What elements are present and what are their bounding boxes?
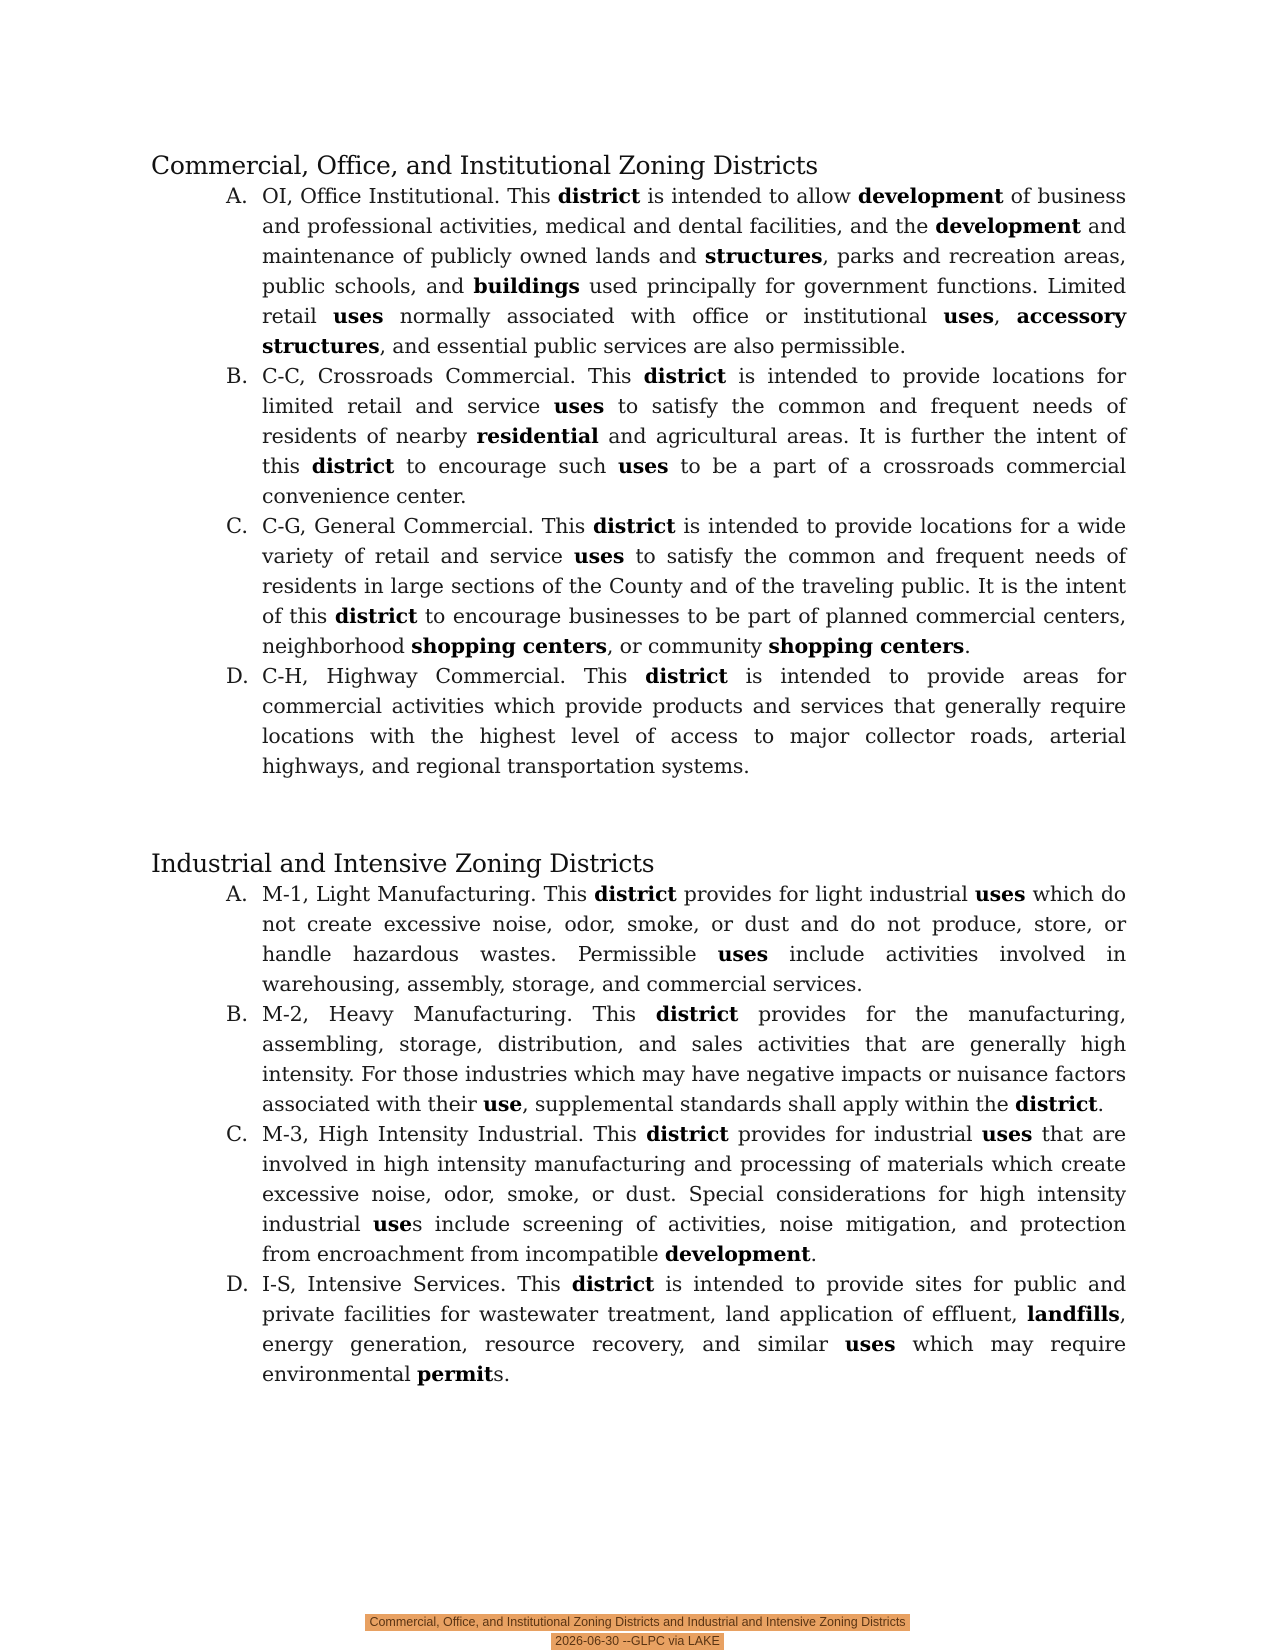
list-item: [151, 999, 1126, 1119]
text-run: I-S, Intensive Services. This: [262, 1272, 572, 1296]
defined-term: district: [646, 1122, 729, 1146]
text-run: and maintenance of publicly owned lands and: [262, 214, 1126, 268]
section-commercial-office-institutional: [151, 151, 1126, 781]
list-item: [151, 1269, 1126, 1389]
defined-term: development: [857, 184, 1004, 208]
text-run: is intended to provide locations for a wide variety of retail and service: [262, 514, 1126, 568]
section-heading: Commercial, Office, and Institutional Zoning Districts: [151, 151, 818, 180]
text-run: to satisfy the common and frequent needs of residents in large sections of the County and of the traveling public. It is the intent of this: [262, 544, 1126, 628]
footer-title: [0, 1613, 1275, 1631]
text-run: C-C, Crossroads Commercial. This: [262, 364, 644, 388]
text-run: ,: [993, 304, 1017, 328]
defined-term: uses: [573, 544, 625, 568]
item-letter: A.: [226, 882, 248, 906]
defined-term: uses: [617, 454, 669, 478]
text-run: .: [1097, 1092, 1104, 1116]
defined-term: accessory structures: [262, 304, 1126, 358]
list-item: [151, 1119, 1126, 1269]
section-heading: Industrial and Intensive Zoning Districts: [151, 849, 655, 878]
item-letter: B.: [226, 1002, 249, 1026]
defined-term: use: [372, 1212, 412, 1236]
item-letter: D.: [226, 664, 249, 688]
text-run: is intended to provide locations for limited retail and service: [262, 364, 1126, 418]
defined-term: district: [655, 1002, 739, 1026]
footer-date: [0, 1632, 1275, 1650]
defined-term: shopping centers: [768, 634, 965, 658]
defined-term: uses: [943, 304, 994, 328]
defined-term: development: [935, 214, 1081, 238]
defined-term: district: [645, 664, 728, 688]
text-run: which do not create excessive noise, odor, smoke, or dust and do not produce, store, or handle hazardous wastes. Permissible: [262, 882, 1126, 966]
defined-term: buildings: [473, 274, 580, 298]
item-paragraph: [262, 999, 1126, 1119]
list-item: [151, 361, 1126, 511]
defined-term: uses: [974, 882, 1026, 906]
section-industrial-intensive: [151, 849, 1126, 1389]
item-letter: C.: [226, 1122, 248, 1146]
text-run: and agricultural areas. It is further the intent of this: [262, 424, 1126, 478]
item-letter: A.: [226, 184, 248, 208]
defined-term: structures: [704, 244, 823, 268]
text-run: s include screening of activities, noise mitigation, and protection from encroachment from incompatible: [262, 1212, 1126, 1266]
item-letter: B.: [226, 364, 249, 388]
text-run: M-3, High Intensity Industrial. This: [262, 1122, 647, 1146]
text-run: .: [810, 1242, 817, 1266]
list-item: [151, 511, 1126, 661]
item-paragraph: [262, 1269, 1126, 1389]
text-run: , parks and recreation areas, public schools, and: [262, 244, 1126, 298]
defined-term: district: [311, 454, 395, 478]
text-run: C-G, General Commercial. This: [262, 514, 593, 538]
text-run: M-1, Light Manufacturing. This: [262, 882, 595, 906]
defined-term: uses: [981, 1122, 1033, 1146]
text-run: provides for the manufacturing, assembling, storage, distribution, and sales activities that are generally high intensity. For those industries which may have negative impacts or nuisance factors associated with their: [262, 1002, 1126, 1116]
defined-term: district: [1015, 1092, 1098, 1116]
list-item: [151, 181, 1126, 361]
list-item: [151, 879, 1126, 999]
text-run: which may require environmental: [262, 1332, 1126, 1386]
item-letter: D.: [226, 1272, 249, 1296]
defined-term: residential: [476, 424, 599, 448]
text-run: M-2, Heavy Manufacturing. This: [262, 1002, 656, 1026]
text-run: that are involved in high intensity manufacturing and processing of materials which create excessive noise, odor, smoke, or dust. Special considerations for high intensity industrial: [262, 1122, 1126, 1236]
text-run: normally associated with office or institutional: [383, 304, 944, 328]
text-run: provides for light industrial: [676, 882, 975, 906]
defined-term: district: [571, 1272, 655, 1296]
text-run: to be a part of a crossroads commercial convenience center.: [262, 454, 1126, 508]
defined-term: uses: [332, 304, 384, 328]
text-run: include activities involved in warehousing, assembly, storage, and commercial services.: [262, 942, 1127, 996]
item-paragraph: [262, 181, 1126, 361]
defined-term: district: [557, 184, 641, 208]
text-run: is intended to provide areas for commercial activities which provide products and services that generally require locations with the highest level of access to major collector roads, arterial highways, and regional transportation systems.: [262, 664, 1126, 778]
text-run: to encourage such: [394, 454, 618, 478]
defined-term: uses: [717, 942, 769, 966]
defined-term: permit: [417, 1362, 494, 1386]
footer-title-text: Commercial, Office, and Institutional Zoning Districts and Industrial and Intensive Zoning Districts: [365, 1614, 909, 1631]
text-run: to satisfy the common and frequent needs of residents of nearby: [262, 394, 1126, 448]
text-run: C-H, Highway Commercial. This: [262, 664, 646, 688]
text-run: , and essential public services are also permissible.: [379, 334, 906, 358]
text-run: is intended to allow: [640, 184, 858, 208]
text-run: to encourage businesses to be part of planned commercial centers, neighborhood: [262, 604, 1127, 658]
item-paragraph: [262, 511, 1126, 661]
defined-term: uses: [844, 1332, 896, 1356]
defined-term: district: [594, 882, 677, 906]
text-run: , energy generation, resource recovery, and similar: [262, 1302, 1126, 1356]
item-paragraph: [262, 1119, 1126, 1269]
text-run: is intended to provide sites for public and private facilities for wastewater treatment, land application of effluent,: [262, 1272, 1126, 1326]
defined-term: district: [592, 514, 676, 538]
list-item: [151, 661, 1126, 781]
defined-term: district: [334, 604, 418, 628]
defined-term: landfills: [1026, 1302, 1120, 1326]
defined-term: uses: [553, 394, 605, 418]
defined-term: development: [664, 1242, 811, 1266]
footer-date-text: 2026-06-30 --GLPC via LAKE: [551, 1633, 724, 1650]
text-run: used principally for government functions. Limited retail: [262, 274, 1126, 328]
item-paragraph: [262, 879, 1126, 999]
defined-term: shopping centers: [411, 634, 607, 658]
item-paragraph: [262, 661, 1126, 781]
text-run: OI, Office Institutional. This: [262, 184, 558, 208]
text-run: .: [964, 634, 971, 658]
text-run: , supplemental standards shall apply within the: [522, 1092, 1016, 1116]
text-run: provides for industrial: [728, 1122, 982, 1146]
item-paragraph: [262, 361, 1126, 511]
defined-term: district: [643, 364, 727, 388]
text-run: s.: [493, 1362, 511, 1386]
text-run: of business and professional activities, medical and dental facilities, and the: [262, 184, 1126, 238]
item-letter: C.: [226, 514, 248, 538]
defined-term: use: [483, 1092, 523, 1116]
text-run: , or community: [606, 634, 769, 658]
